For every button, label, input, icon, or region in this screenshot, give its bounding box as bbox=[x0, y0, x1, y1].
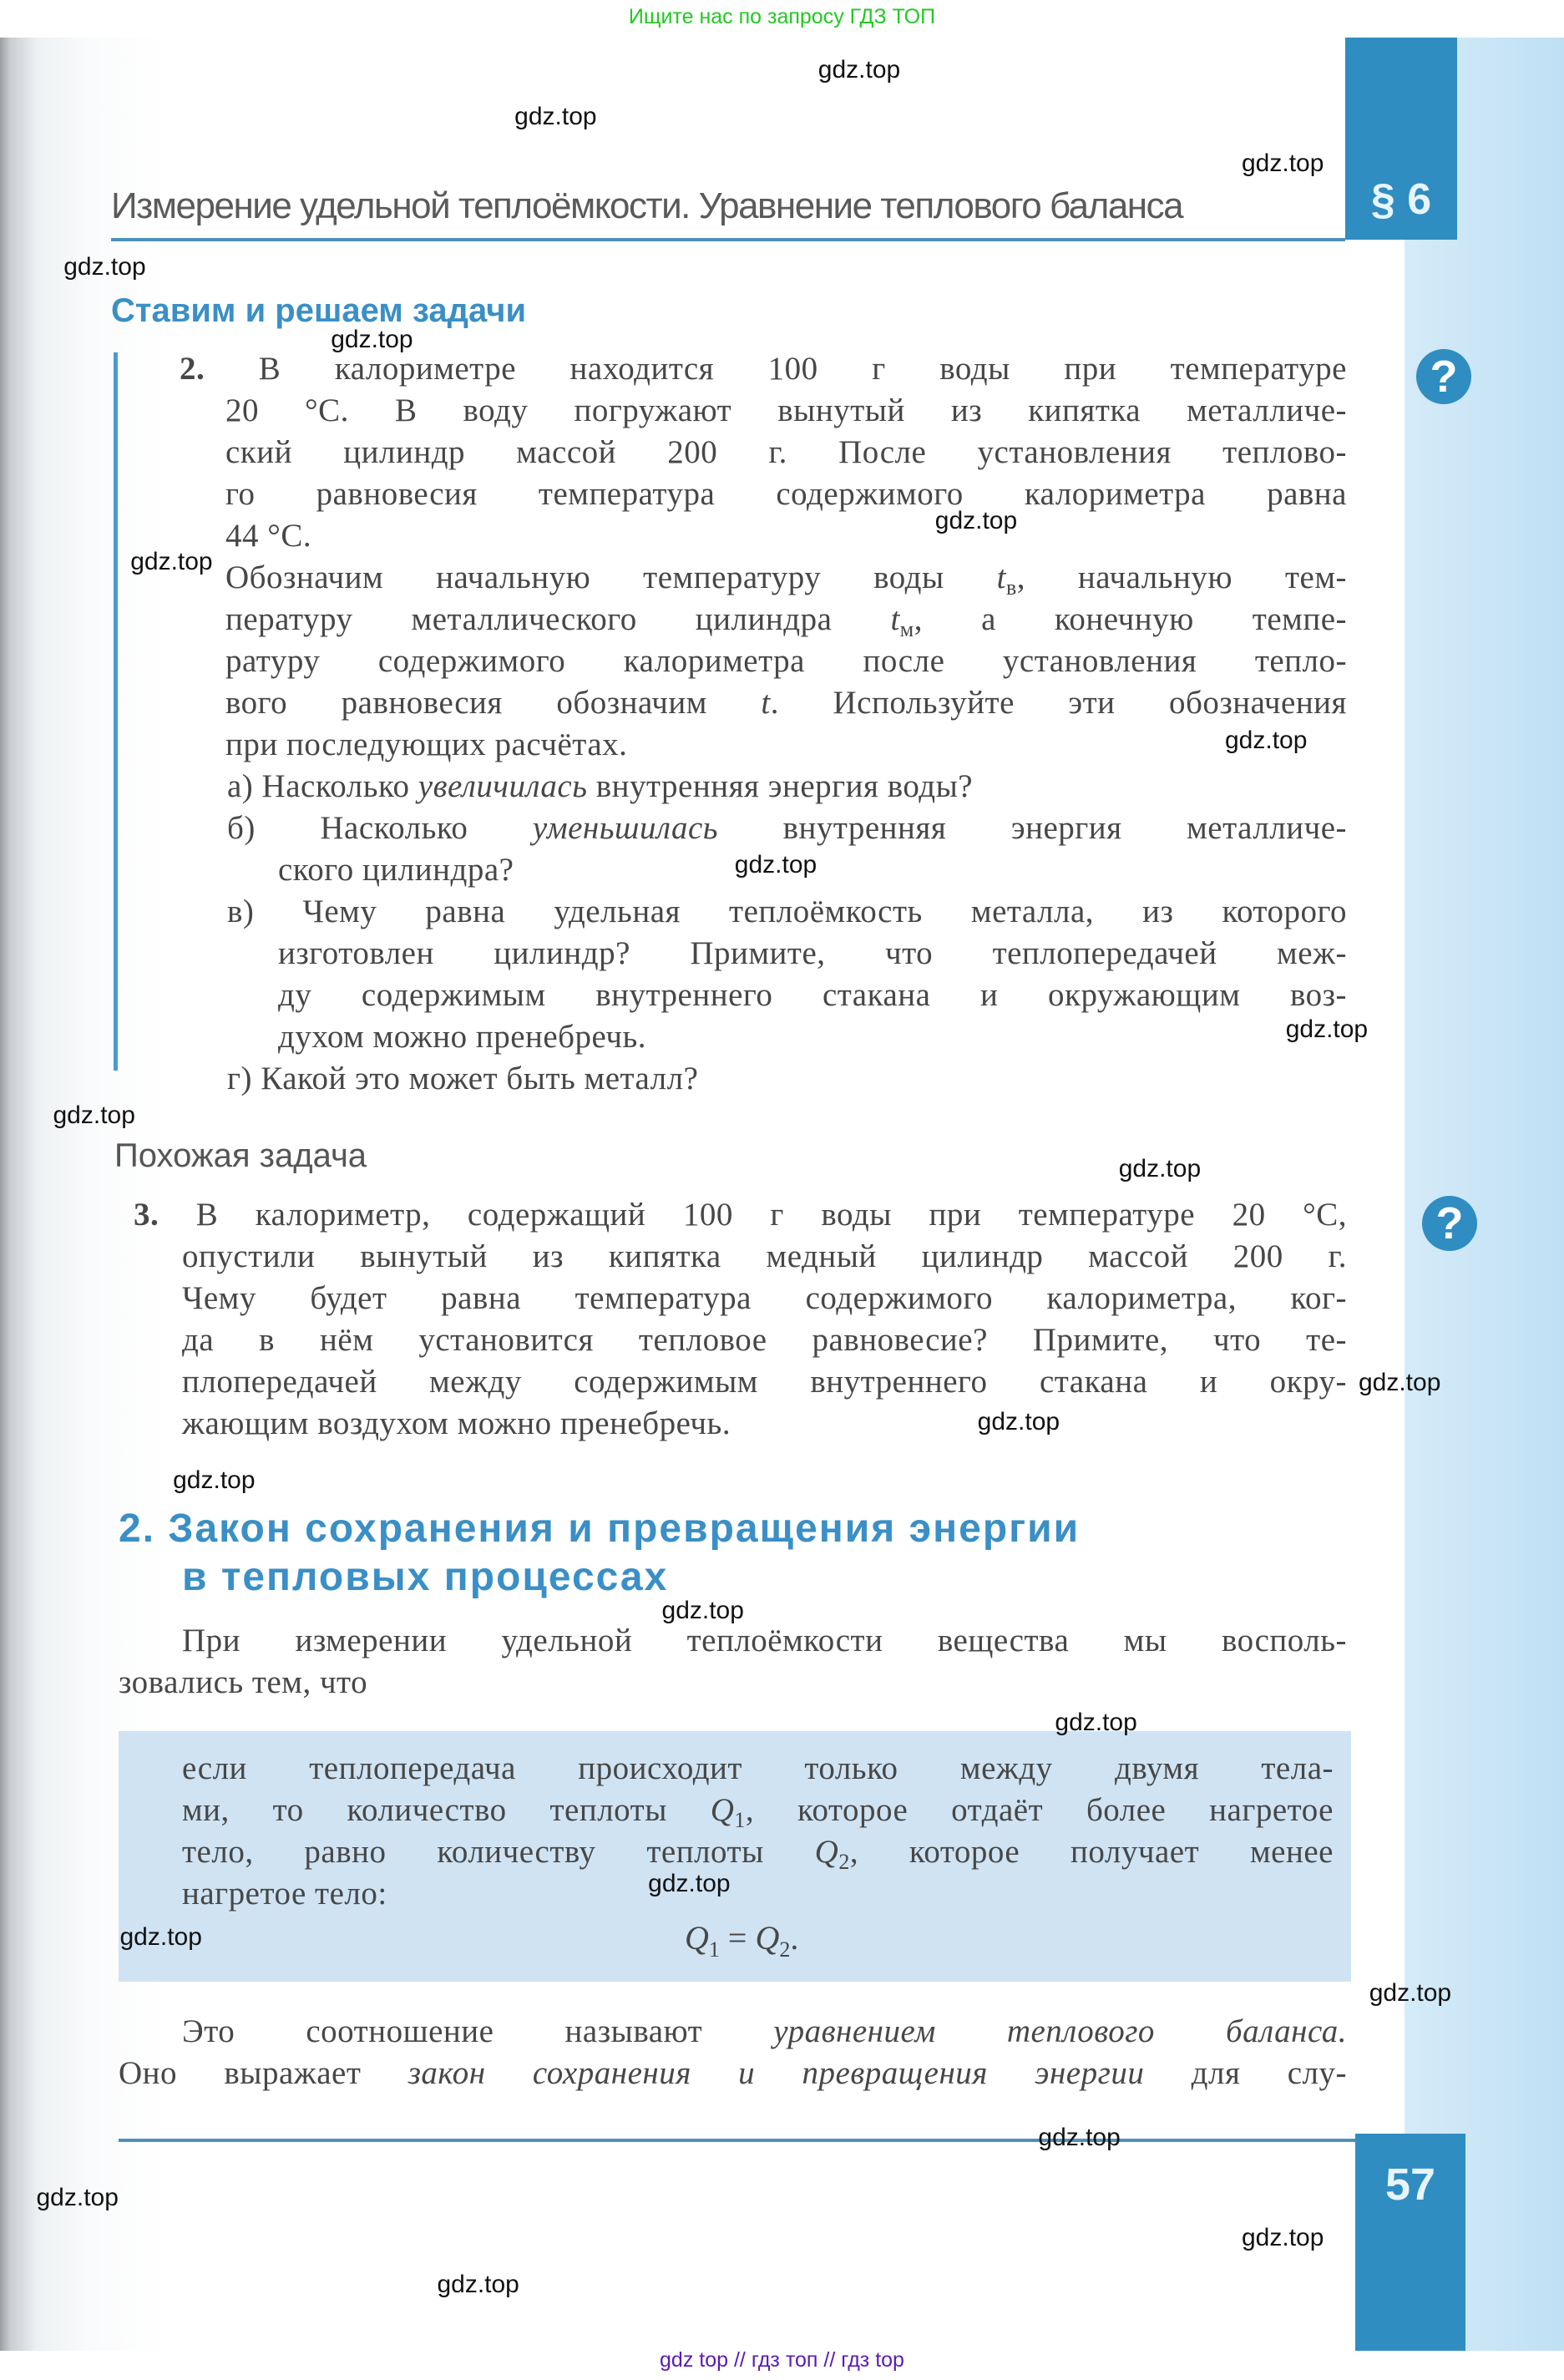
text-segment: вого равновесия обозначим bbox=[225, 685, 762, 721]
watermark-text: gdz.top bbox=[331, 326, 413, 354]
text-segment: внутренняя энергия воды? bbox=[587, 768, 974, 804]
italic-text: увеличилась bbox=[418, 768, 588, 804]
italic-text: t bbox=[996, 560, 1006, 595]
text-line bbox=[180, 348, 1347, 390]
text-segment: изготовлен цилиндр? Примите, что теплопередачей меж- bbox=[278, 935, 1347, 971]
subscript: в bbox=[1005, 575, 1017, 600]
text-line bbox=[225, 641, 1347, 682]
watermark-text: gdz.top bbox=[1241, 149, 1324, 178]
text-segment: в) Чему равна удельная теплоёмкость металла, из которого bbox=[227, 894, 1347, 929]
watermark-text: gdz.top bbox=[648, 1870, 731, 1898]
page-number-tab bbox=[1355, 2134, 1465, 2351]
section-heading-line-1: 2. Закон сохранения и превращения энергии bbox=[119, 1506, 1081, 1551]
text-segment: ми, то количество теплоты bbox=[182, 1792, 711, 1828]
banner-text: Ищите нас по запросу ГДЗ ТОП bbox=[628, 5, 936, 28]
text-line bbox=[182, 1361, 1347, 1403]
text-segment: В калориметре находится 100 г воды при температуре bbox=[205, 351, 1347, 387]
section-heading-line-2: в тепловых процессах bbox=[182, 1555, 669, 1599]
problem-2 bbox=[0, 348, 1347, 1100]
watermark-text: gdz.top bbox=[661, 1596, 744, 1624]
text-line bbox=[182, 1748, 1334, 1790]
watermark-text: gdz.top bbox=[817, 55, 901, 84]
text-segment: го равновесия температура содержимого калориметра равна bbox=[225, 476, 1347, 512]
watermark-text: gdz.top bbox=[63, 252, 146, 281]
text-segment: . Используйте эти обозначения bbox=[770, 685, 1347, 721]
watermark-text: gdz.top bbox=[1038, 2123, 1121, 2151]
subscript: 2 bbox=[838, 1850, 850, 1874]
watermark-text: gdz.top bbox=[934, 506, 1018, 534]
problem-number: 3. bbox=[134, 1197, 159, 1233]
formula-q2: Q bbox=[755, 1919, 780, 1957]
text-segment: , которое получает менее bbox=[849, 1834, 1334, 1870]
watermark-text: gdz.top bbox=[977, 1408, 1060, 1436]
italic-text: Q bbox=[814, 1834, 839, 1870]
subscript: м bbox=[899, 617, 914, 641]
watermark-text: gdz.top bbox=[119, 1922, 202, 1951]
text-segment: при последующих расчётах. bbox=[225, 727, 628, 762]
watermark-text: gdz.top bbox=[130, 547, 213, 575]
text-line bbox=[225, 682, 1347, 724]
text-line bbox=[182, 1831, 1334, 1873]
text-segment: плопередачей между содержимым внутреннего стакана и окру- bbox=[182, 1364, 1347, 1400]
text-line bbox=[278, 1016, 1347, 1058]
text-line bbox=[182, 1236, 1347, 1278]
text-segment: , которое отдаёт более нагретое bbox=[745, 1792, 1334, 1828]
italic-text: t bbox=[761, 685, 771, 721]
intro-paragraph bbox=[0, 1620, 1347, 1704]
footer-links: gdz top // гдз топ // гдз top bbox=[660, 2348, 904, 2372]
header-divider bbox=[111, 238, 1345, 241]
text-segment: ратуру содержимого калориметра после установления тепло- bbox=[225, 643, 1347, 679]
text-line bbox=[227, 808, 1347, 849]
text-segment: ду содержимым внутреннего стакана и окружающим воз- bbox=[278, 977, 1347, 1013]
text-segment: для слу- bbox=[1144, 2055, 1347, 2091]
text-segment: опустили вынутый из кипятка медный цилиндр массой 200 г. bbox=[182, 1238, 1347, 1274]
footer-divider bbox=[119, 2139, 1355, 2142]
watermark-text: gdz.top bbox=[1358, 1369, 1441, 1397]
text-segment: б) Насколько bbox=[227, 810, 533, 846]
text-segment: да в нём установится тепловое равновесие? Примите, что те- bbox=[182, 1322, 1347, 1358]
watermark-text: gdz.top bbox=[36, 2184, 119, 2212]
problem-number: 2. bbox=[180, 351, 205, 387]
text-segment: ского цилиндра? bbox=[278, 852, 514, 888]
text-segment: тело, равно количеству теплоты bbox=[182, 1834, 815, 1870]
closing-paragraph bbox=[0, 2011, 1347, 2094]
formula-equals: = bbox=[719, 1919, 756, 1957]
text-line bbox=[182, 1278, 1347, 1319]
text-segment: нагретое тело: bbox=[182, 1876, 387, 1912]
text-line bbox=[225, 515, 1347, 557]
paragraph-number: § 6 bbox=[1370, 175, 1432, 224]
page-number: 57 bbox=[1384, 2160, 1436, 2210]
heat-balance-formula bbox=[685, 1918, 798, 1962]
text-segment: пературу металлического цилиндра bbox=[225, 601, 891, 637]
text-segment: Чему будет равна температура содержимого калориметра, ког- bbox=[182, 1280, 1347, 1316]
text-line bbox=[227, 891, 1347, 933]
watermark-text: gdz.top bbox=[173, 1466, 256, 1494]
watermark-text: gdz.top bbox=[53, 1101, 135, 1130]
text-segment: зовались тем, что bbox=[119, 1664, 368, 1700]
text-line bbox=[225, 599, 1347, 641]
watermark-text: gdz.top bbox=[734, 851, 817, 879]
question-icon: ? bbox=[1422, 1196, 1477, 1251]
text-segment: 20 °С. В воду погружают вынутый из кипятка металличе- bbox=[225, 392, 1347, 428]
italic-text: Q bbox=[710, 1792, 735, 1828]
top-banner bbox=[0, 0, 1564, 38]
text-segment: если теплопередача происходит только между двумя тела- bbox=[182, 1750, 1334, 1786]
text-segment: 44 °С. bbox=[225, 518, 312, 554]
text-line bbox=[227, 1058, 1347, 1100]
text-segment: Это соотношение называют bbox=[182, 2013, 774, 2049]
subheading: Ставим и решаем задачи bbox=[111, 292, 527, 329]
text-segment: В калориметр, содержащий 100 г воды при температуре 20 °С, bbox=[159, 1197, 1347, 1233]
subscript: 1 bbox=[734, 1808, 746, 1832]
text-line bbox=[278, 975, 1347, 1016]
text-segment: , а конечную темпе- bbox=[914, 601, 1347, 637]
text-segment: жающим воздухом можно пренебречь. bbox=[182, 1405, 731, 1441]
italic-text: уравнением теплового баланса. bbox=[773, 2013, 1347, 2049]
formula-sub-2: 2 bbox=[779, 1937, 791, 1962]
watermark-text: gdz.top bbox=[1118, 1154, 1202, 1182]
text-line bbox=[182, 1873, 1334, 1915]
text-segment: ский цилиндр массой 200 г. После установления теплово- bbox=[225, 434, 1347, 470]
text-segment: Оно выражает bbox=[119, 2055, 408, 2091]
question-icon: ? bbox=[1416, 349, 1471, 404]
text-line bbox=[182, 1319, 1347, 1361]
text-segment: а) Насколько bbox=[227, 768, 418, 804]
text-line bbox=[119, 1662, 1347, 1704]
italic-text: закон сохранения и превращения энергии bbox=[407, 2055, 1145, 2091]
text-segment: , начальную тем- bbox=[1016, 560, 1347, 595]
text-segment: внутренняя энергия металличе- bbox=[718, 810, 1347, 846]
formula-period: . bbox=[790, 1919, 799, 1957]
text-line bbox=[134, 1194, 1347, 1236]
text-segment: духом можно пренебречь. bbox=[278, 1019, 647, 1055]
text-segment: Обозначим начальную температуру воды bbox=[225, 560, 997, 595]
text-line bbox=[225, 557, 1347, 599]
text-line bbox=[182, 1790, 1334, 1831]
watermark-text: gdz.top bbox=[514, 102, 597, 130]
text-line bbox=[225, 432, 1347, 473]
text-line bbox=[225, 390, 1347, 432]
paragraph-tab bbox=[1345, 38, 1457, 240]
text-line bbox=[182, 1620, 1347, 1662]
text-line bbox=[182, 1403, 1347, 1445]
watermark-text: gdz.top bbox=[1224, 727, 1308, 755]
text-line bbox=[119, 2053, 1347, 2094]
formula-q1: Q bbox=[685, 1919, 709, 1957]
watermark-text: gdz.top bbox=[1055, 1709, 1137, 1737]
formula-sub-1: 1 bbox=[708, 1937, 720, 1962]
text-line bbox=[278, 933, 1347, 975]
italic-text: уменьшилась bbox=[532, 810, 719, 846]
italic-text: t bbox=[890, 601, 900, 637]
text-segment: При измерении удельной теплоёмкости вещества мы восполь- bbox=[182, 1623, 1347, 1658]
page-header-title: Измерение удельной теплоёмкости. Уравнение теплового баланса bbox=[111, 185, 1183, 226]
text-line bbox=[225, 724, 1347, 766]
text-line bbox=[182, 2011, 1347, 2053]
text-line bbox=[227, 766, 1347, 808]
watermark-text: gdz.top bbox=[1369, 1979, 1452, 2008]
similar-problem-label: Похожая задача bbox=[114, 1137, 367, 1174]
problem-3 bbox=[0, 1194, 1347, 1445]
text-line bbox=[225, 473, 1347, 515]
text-segment: г) Какой это может быть металл? bbox=[227, 1061, 699, 1096]
watermark-text: gdz.top bbox=[437, 2271, 519, 2299]
watermark-text: gdz.top bbox=[1241, 2223, 1324, 2251]
watermark-text: gdz.top bbox=[1285, 1015, 1369, 1043]
